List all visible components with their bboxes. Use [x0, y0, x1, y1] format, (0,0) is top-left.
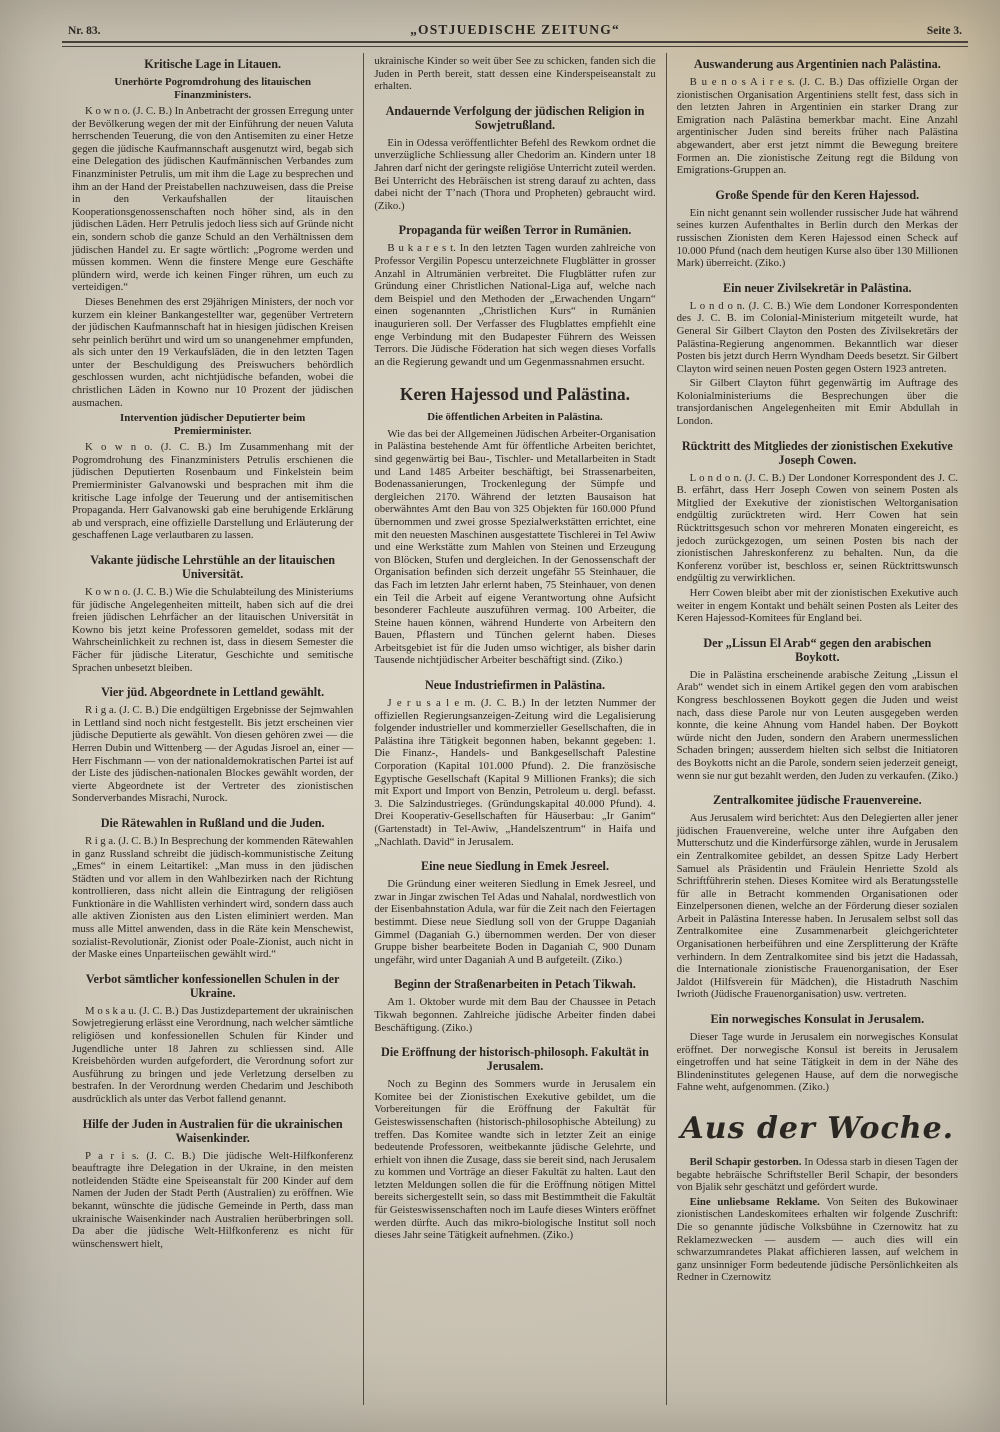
article — [677, 281, 958, 428]
newspaper-masthead: „OSTJUEDISCHE ZEITUNG“ — [410, 22, 620, 37]
article — [677, 636, 958, 782]
article — [374, 55, 655, 93]
article-heading: Vakante jüdische Lehrstühle an der litauischen Universität. — [90, 553, 336, 581]
article-heading: Ein norwegisches Konsulat in Jerusalem. — [710, 1012, 925, 1027]
article-paragraph: K o w n o. (J. C. B.) In Anbetracht der grossen Erregung unter der Bevölkerung wegen der mit der Einführung der neuen Valuta herrschenden Teuerung, die von den Antisemiten zu einer Hetze gegen die jüdische Kaufmannschaft ausgenutzt wird, begab sich eine Delegation des jüdischen Kaufmännischen Verbandes zum Finanzminister Petrulis, um mit ihm die Lage zu besprechen und ihm an der Hand der Preistabellen nachzuweisen, dass die Preise in den Verkaufshallen der litauischen Kooperationsgenossenschaften noch höher sind, als in den jüdischen Läden. Herr Petrulis jedoch liess sich auf Gründe nicht ein, sondern schob die ganze Schuld an den Verhältnissen dem jüdischen Handel zu. Er sagte wörtlich: „Pogrome werden und müssen kommen. Wenn die finstere Menge eure Geschäfte plündern wird, werde ich keinen Finger rühren, um euch zu verteidigen.“ — [72, 105, 354, 294]
page-content — [62, 20, 968, 1424]
page-number: Seite 3. — [926, 25, 962, 37]
article — [72, 1117, 353, 1251]
article — [677, 439, 958, 625]
article-paragraph: Eine unliebsame Reklame. Von Seiten des Bukowinaer zionistischen Landeskomitees erhalten wir folgende Zuschrift: Die so genannte jüdische Volksbühne in Czernowitz hat zu Reklamezwecken — ausdem — auch dies will ein schwarzumrandetes Plakat affichieren lassen, auf welchem in ganz unsinniger Form bedeutende jüdische Persönlichkeiten als Redner in Czernowitz — [676, 1195, 958, 1284]
issue-number: Nr. 83. — [68, 25, 101, 37]
article — [374, 859, 655, 966]
article-subheading: Die öffentlichen Arbeiten in Palästina. — [427, 411, 603, 424]
article — [374, 678, 655, 848]
article-paragraph: Ein nicht genannt sein wollender russischer Jude hat während seines kurzen Aufenthaltes in Berlin durch den Merkas der russischen Zionisten dem Keren Hajessod einen Scheck auf 10.000 Pfund (nach dem heutigen Kurse also über 130 Millionen Mark) überreicht. (Ziko.) — [676, 206, 958, 270]
column-2 — [363, 53, 665, 1405]
article-paragraph: Sir Gilbert Clayton führt gegenwärtig im Auftrage des Kolonialministeriums die Besprechungen über die transjordanischen Angelegenheiten mit Emir Abdullah in London. — [676, 377, 958, 428]
article-subheading: Unerhörte Pogromdrohung des litauischen Finanzministers. — [114, 76, 311, 101]
article-heading: Vier jüd. Abgeordnete in Lettland gewählt. — [101, 685, 325, 700]
article — [374, 223, 655, 368]
article-paragraph: B u e n o s A i r e s. (J. C. B.) Das offizielle Organ der zionistischen Organisation Argentiniens stellt fest, dass sich in den letzten Jahren in Argentinien ein starker Drang zur Emigration nach Palästina bemerkbar macht. Eine Anzahl argentinischer Juden sind bereits früher nach Palästina abgewandert, aber erst jetzt nimmt die Bewegung breitere Formen an. Die zionistische Zeitung regt die Bildung von Emigrations-Gruppen an. — [676, 76, 958, 177]
article-paragraph: P a r i s. (J. C. B.) Die jüdische Welt-Hilfkonferenz beauftragte ihre Delegation in der Ukraine, in den meisten notleidenden Städte eine Speiseanstalt für 200 Kinder auf dem Namen der Juden der Stadt Perth (Australien) zu eröffnen. Wie bekannt, wünschte die jüdische Gemeinde in Perth, dass man ukrainische Waisenkinder nach Australien herüberbringen soll. Da aber die jüdische Welt-Hilfkonferenz es nicht für wünschenswert hielt, — [72, 1149, 354, 1250]
article-paragraph: ukrainische Kinder so weit über See zu schicken, fanden sich die Juden in Perth bereit, statt dessen eine Kinderspeiseanstalt zu erhalten. — [374, 55, 656, 93]
column-1 — [62, 53, 363, 1405]
article — [374, 384, 655, 667]
article-heading: Rücktritt des Mitgliedes der zionistischen Exekutive Joseph Cowen. — [681, 438, 953, 467]
article-paragraph: Noch zu Beginn des Sommers wurde in Jerusalem ein Komitee bei der Zionistischen Exekutive gebildet, um die Vorbereitungen für die Eröffnung der Fakultät für Geisteswissenschaften (historisch-philosophische Abteilung) zu treffen. Das Komitee wandte sich in letzter Zeit an einige bedeutende Professoren, weitbekannte jüdische Gelehrte, und erhielt von ihnen die Zusage, dass sie bereit sind, nach Jerusalem zu kommen und Vorträge an dieser Fakultät zu halten. Laut den letzten Meldungen sollen die für die Eröffnung nötigen Mittel bereits sichergestellt sein, so dass mit Bestimmtheit die Fakultät für Geisteswissenschaften noch im Laufe dieses Winters eröffnet werden dürfte. Auch das mikro-biologische Institut soll noch dieses Jahr seine Tätigkeit aufnehmen. (Ziko.) — [374, 1078, 656, 1242]
article-paragraph: R i g a. (J. C. B.) Die endgültigen Ergebnisse der Sejmwahlen in Lettland sind noch nicht festgestellt. Bis jetzt erscheinen vier jüdische Deputierte als gewählt. Von diesen gehören zwei — die Herren Dubin und Wittenberg — der Agudas Jisroel an, einer — Herr Fischmann — von der nationaldemokratischen Partei ist auf der Liste des jüdischen-nationalen Blockes gewählt worden, der vierte Abgeordnete ist der Vertreter des zionistischen Sonderverbandes Misrachi, Nurock. — [72, 704, 354, 805]
article-paragraph: Herr Cowen bleibt aber mit der zionistischen Exekutive auch weiter in engem Kontakt und behält seinen Posten als Leiter des Keren Hajessod-Komitees für England bei. — [676, 587, 958, 625]
article-heading: Propaganda für weißen Terror in Rumänien. — [398, 223, 632, 238]
article-paragraph: L o n d o n. (J. C. B.) Der Londoner Korrespondent des J. C. B. erfährt, dass Herr Joseph Cowen von seinem Posten als Mitglied der Exekutive der zionistischen Weltorganisation endgültig zurücktreten wird. Herr Cowen hat sein Rücktrittsgesuch schon vor mehreren Monaten eingereicht, es jedoch zurückgezogen, um seinen Posten bis nach der zionistischen Jahreskonferenz zu behalten. Nun, da die Konferenz vorüber ist, beschloss er, seinen Rücktrittswunsch endgültig zu verwirklichen. — [676, 471, 958, 585]
article-paragraph: K o w n o. (J. C. B.) Wie die Schulabteilung des Ministeriums für jüdische Angelegenheiten mitteilt, haben sich auf die drei freien jüdischen Lehrfächer an der litauischen Universität in Kowno bis jetzt keine Professoren gemeldet, sodass mit der Wahrscheinlichkeit zu rechnen ist, dass in diesem Semester die Fächer für jüdische Literatur, Geschichte und semitische Sprachen unbesetzt bleiben. — [72, 586, 354, 674]
article — [72, 816, 353, 961]
article-subheading: Intervention jüdischer Deputierter beim Premierminister. — [120, 412, 306, 437]
columns — [62, 53, 968, 1405]
article-paragraph: Die in Palästina erscheinende arabische Zeitung „Lissun el Arab“ wendet sich in einem Artikel gegen den vom arabischen Kongress beschlossenen Boykott gegen die Juden und weist nach, dass diese Parole nur von Leuten ausgegeben werden konnte, die keine Ahnung vom Handel haben. Der Boykott würde nicht den Juden, sondern den Arabern unermesslichen Schaden bringen; ausserdem hielten sich selbst die Initiatoren des Boykotts nicht an die Parole, sondern seien jederzeit geneigt, wenn sie nur gut bezahlt werden, den Juden zu verkaufen. (Ziko.) — [676, 668, 958, 782]
article-paragraph: Am 1. Oktober wurde mit dem Bau der Chaussee in Petach Tikwah begonnen. Zahlreiche jüdische Arbeiter finden dabei Beschäftigung. (Ziko.) — [374, 996, 656, 1034]
article-paragraph: L o n d o n. (J. C. B.) Wie dem Londoner Korrespondenten des J. C. B. im Colonial-Ministerium mitgeteilt wurde, hat General Sir Gilbert Clayton den Posten des Zivilsekretärs der Palästina-Regierung angenommen. Bekanntlich war dieser Posten bis jetzt durch Herrn Wyndham Deeds besetzt. Sir Gilbert Clayton wird seinen neuen Posten gegen Ostern 1923 antreten. — [676, 299, 958, 375]
article — [72, 972, 353, 1106]
article-paragraph: Dieser Tage wurde in Jerusalem ein norwegisches Konsulat eröffnet. Der norwegische Konsul ist bereits in Jerusalem eingetroffen und hat seine Tätigkeit in dem in der Nähe des Blindeninstitutes gelegenen Hause, auf dem die norwegische Fahne weht, aufgenommen. (Ziko.) — [676, 1031, 958, 1094]
article — [72, 685, 353, 805]
article — [374, 1045, 655, 1242]
article — [677, 793, 958, 1001]
article-paragraph: Wie das bei der Allgemeinen Jüdischen Arbeiter-Organisation in Palästina bestehende Amt für öffentliche Arbeiten berichtet, sind gegenwärtig bei Bau-, Tischler- und Metallarbeiten in Stadt und Land 1485 Arbeiter beschäftigt, bei Strassenarbeiten, Bodenassanierungen, Trockenlegung der Sümpfe und dergleichen 2170. Während der letzten Bausaison hat oberwähntes Amt den Bau von 325 Objekten für 160.000 Pfund übernommen und zwei grosse Spezialwerkstätten errichtet, eine mit den neuesten Maschinen ausgestattete Tischlerei in Tel Awiw und eine Werkstätte zum Mahlen von Steinen und Erzeugung von Blöcken, Stufen und dergleichen. In der Genossenschaft der Organisation befinden sich derzeit ungefähr 55 Steinhauer, die das Fach im letzten Jahr erlernt haben, 75 Steinhauer, von denen ein Teil die Arbeit auf eigene Verantwortung ohne Aufsicht besonderer Fachleute auszuführen vermag. 100 Arbeiter, die Steine hauen können, während Hunderte von Arbeitern den Bauen, Pflastern und Tünchen gelernt haben. Dieses Arbeitsgebiet ist für die Juden umso wichtiger, als bisher darin Tausende nichtjüdischer Arbeiter beschäftigt sind. (Ziko.) — [374, 427, 656, 667]
article-heading: Die Eröffnung der historisch-philosoph. Fakultät in Jerusalem. — [381, 1045, 649, 1074]
article — [677, 57, 958, 177]
article-paragraph: Beril Schapir gestorben. In Odessa starb in diesen Tagen der begabte hebräische Schriftsteller Beril Schapir, der besonders von Bjalik sehr geschätzt und gefördert wurde. — [676, 1156, 958, 1194]
article-heading: Eine neue Siedlung in Emek Jesreel. — [420, 859, 609, 874]
article-paragraph: B u k a r e s t. In den letzten Tagen wurden zahlreiche von Professor Vergilin Popescu unterzeichnete Flugblätter in grosser Anzahl in Altrumänien verbreitet. Die Flugblätter rufen zur Gründung einer Christlichen National-Liga auf, welche nach dem Beispiel und den Methoden der „Erwachenden Ungarn“ einen sogenannten „Christlichen Kurs“ in Rumänien inaugurieren soll. Der Verfasser des Flugblattes empfiehlt eine enge Verbindung mit den Budapester Führern des Weissen Terrors. Die Jüdische Föderation hat sich wegen dieses Vorfalls an die Regierung gewandt und um Gegenmassnahmen ersucht. — [374, 242, 656, 368]
article-heading: Andauernde Verfolgung der jüdischen Religion in Sowjetrußland. — [385, 103, 645, 132]
article-heading: Große Spende für den Keren Hajessod. — [715, 187, 920, 202]
article-paragraph: J e r u s a l e m. (J. C. B.) In der letzten Nummer der offiziellen Regierungsanzeigen-Zeitung wird die Legalisierung folgender industrieller und kommerzieller Gesellschaften, die in Palästina ihre Tätigkeit begonnen haben, bekannt gegeben: 1. Die Finanz-, Handels- und Bankgesellschaft Palestine Corporation (Kapital 101.000 Pfund). 2. Die französische Egyptische Gesellschaft (Kapital 9 Millionen Franks); die sich mit Export und Import von Benzin, Petroleum u. dergl. befasst. 3. Die Salzindustrieges. (Gründungskapital 40.000 Pfund). 4. Drei Kooperativ-Gesellschaften für Häuserbau: „Ir Ganim“ (Gartenstadt) in Tel-Awiw, „Handelszentrum“ in Haifa und „Nachlath. David“ in Jerusalem. — [374, 697, 656, 848]
article — [72, 57, 353, 542]
paragraph-lead: Beril Schapir gestorben. — [689, 1156, 802, 1168]
article-heading: Der „Lissun El Arab“ gegen den arabischen Boykott. — [703, 635, 932, 664]
article-heading: Keren Hajessod und Palästina. — [399, 384, 631, 405]
article-heading: Verbot sämtlicher konfessionellen Schulen in der Ukraine. — [85, 971, 340, 1000]
article-paragraph: Dieses Benehmen des erst 29jährigen Ministers, der noch vor kurzem ein kleiner Bankangestellter war, gegenüber Vertretern der jüdischen Kaufmannschaft hat in hiesigen jüdischen Kreisen sehr peinlich berührt und wird um so unangenehmer empfunden, als sich unter den 19 Verkaufsläden, die in den letzten Tagen unter der Beschuldigung des Preiswuchers behördlich geschlossen wurden, acht nichtjüdische befanden, wobei die christlichen Läden in Kowno nur 10 Prozent der jüdischen ausmachen. — [72, 295, 354, 409]
article-paragraph: K o w n o. (J. C. B.) Im Zusammenhang mit der Pogromdrohung des Finanzministers Petrulis erschienen die jüdischen Deputierten Rosenbaum und Finkelstein beim Premierminister Galvanowski und besprachen mit ihm die kritische Lage infolge der Teuerung und der antisemitischen Propaganda. Herr Galvanowski gab eine beruhigende Erklärung ab und versprach, eine offizielle Darstellung und Erläuterung der geschaffenen Lage verlautbaren zu lassen. — [72, 441, 354, 542]
article-heading: Beginn der Straßenarbeiten in Petach Tikwah. — [394, 977, 636, 992]
article-heading: Die Rätewahlen in Rußland und die Juden. — [100, 815, 325, 830]
article-heading: Auswanderung aus Argentinien nach Palästina. — [693, 57, 941, 71]
article — [374, 104, 655, 213]
article-heading: Kritische Lage in Litauen. — [144, 57, 282, 71]
article-paragraph: Ein in Odessa veröffentlichter Befehl des Rewkom ordnet die unverzügliche Schliessung aller Chedorim an. Kindern unter 18 Jahren darf nicht der geringste religiöse Unterricht zuteil werden. Bei Unterricht des Hebräischen ist streng darauf zu achten, dass dabei nicht der T’nach (Thora und Propheten) gebraucht wird. (Ziko.) — [374, 136, 656, 212]
article-heading: Ein neuer Zivilsekretär in Palästina. — [723, 280, 912, 295]
paragraph-lead: Eine unliebsame Reklame. — [689, 1195, 820, 1208]
article-heading: Hilfe der Juden in Australien für die ukrainischen Waisenkinder. — [82, 1116, 343, 1145]
article — [677, 1012, 958, 1094]
column-3 — [666, 53, 968, 1405]
article-heading: Zentralkomitee jüdische Frauenvereine. — [713, 793, 922, 808]
article — [72, 553, 353, 674]
page-header — [62, 20, 968, 41]
article-paragraph: Die Gründung einer weiteren Siedlung in Emek Jesreel, und zwar in Jingar zwischen Tel Adas und Nahalal, nordwestlich von der Eisenbahnstation Adula, war für die Zeit nach den Feiertagen bestimmt. Diese neue Siedlung soll von der Gruppe Daganiah Gimmel (Daganiah G.) übernommen werden. Der von dieser Gruppe bisher bearbeitete Boden in Daganiah C, 900 Dunam ungefähr, wird unter Daganiah A und B aufgeteilt. (Ziko.) — [374, 878, 656, 966]
article — [374, 977, 655, 1034]
article-heading: Neue Industriefirmen in Palästina. — [424, 678, 606, 693]
article-paragraph: M o s k a u. (J. C. B.) Das Justizdepartement der ukrainischen Sowjetregierung erlässt eine Verordnung, nach welcher sämtliche religiösen und konfessionellen Schulen für Kinder und Jugendliche unter 18 Jahren zu schliessen sind. Alle Kreisbehörden wurden aufgefordert, die Verordnung sofort zur Ausführung zu bringen und jede Verletzung derselben zu bestrafen. In der Verordnung werden Chedarim und Jeschiboth ausdrücklich als unter das Verbot fallend genannt. — [72, 1004, 354, 1105]
article-paragraph: R i g a. (J. C. B.) In Besprechung der kommenden Rätewahlen in ganz Russland schreibt die jüdisch-kommunistische Zeitung „Emes“ in einem Leitartikel: „Man muss in den jüdischen Städten und vor allem in den Wahlbezirken nach der Richtung kontrollieren, dass nicht allein die Eintragung der religiösen Funktionäre in die Wahllisten verhindert wird, sondern dass auch alle aktiven Zionisten aus den Listen eliminiert werden. Man muss alle Mittel anwenden, dass in die Räte kein Menschewist, sozialist-Revolutionär, Zionist oder Poale-Zionist, auch nicht in der Maske eines Unparteiischen gewählt wird.“ — [72, 834, 354, 961]
article — [677, 188, 958, 270]
article — [677, 1112, 958, 1284]
header-rule — [62, 41, 968, 47]
article-heading: Aus der Woche. — [680, 1111, 955, 1146]
article-paragraph: Aus Jerusalem wird berichtet: Aus den Delegierten aller jener jüdischen Frauenvereine, welche unter ihre Aufgaben den Mutterschutz und die Kinderfürsorge zählen, wurde in Jerusalem ein Zentralkomitee gebildet, an dessen Spitze Lady Herbert Samuel als Präsidentin und Fräulein Henriette Szold als Schriftführerin stehen. Dieses Komitee wird als Beratungsstelle für alle in Betracht kommenden Organisationen oder Einzelpersonen dienen, welche an der Förderung dieser sozialen Arbeit in Palästina Interesse haben. In Jerusalem selbst soll das Zentralkomitee eine Zusammenarbeit gleichgerichteter Organisationen herbeiführen und eine Zersplitterung der Kräfte verhindern. In dem Zentralkomitee sind bis jetzt die Hadassah, die Internationale zionistische Frauenorganisation, der Eser Jaldot (Hilfsverein für Mädchen), die Histadruth Naschim Iwrioth (Jüdische Frauenorganisation) usw. vertreten. — [676, 812, 958, 1001]
